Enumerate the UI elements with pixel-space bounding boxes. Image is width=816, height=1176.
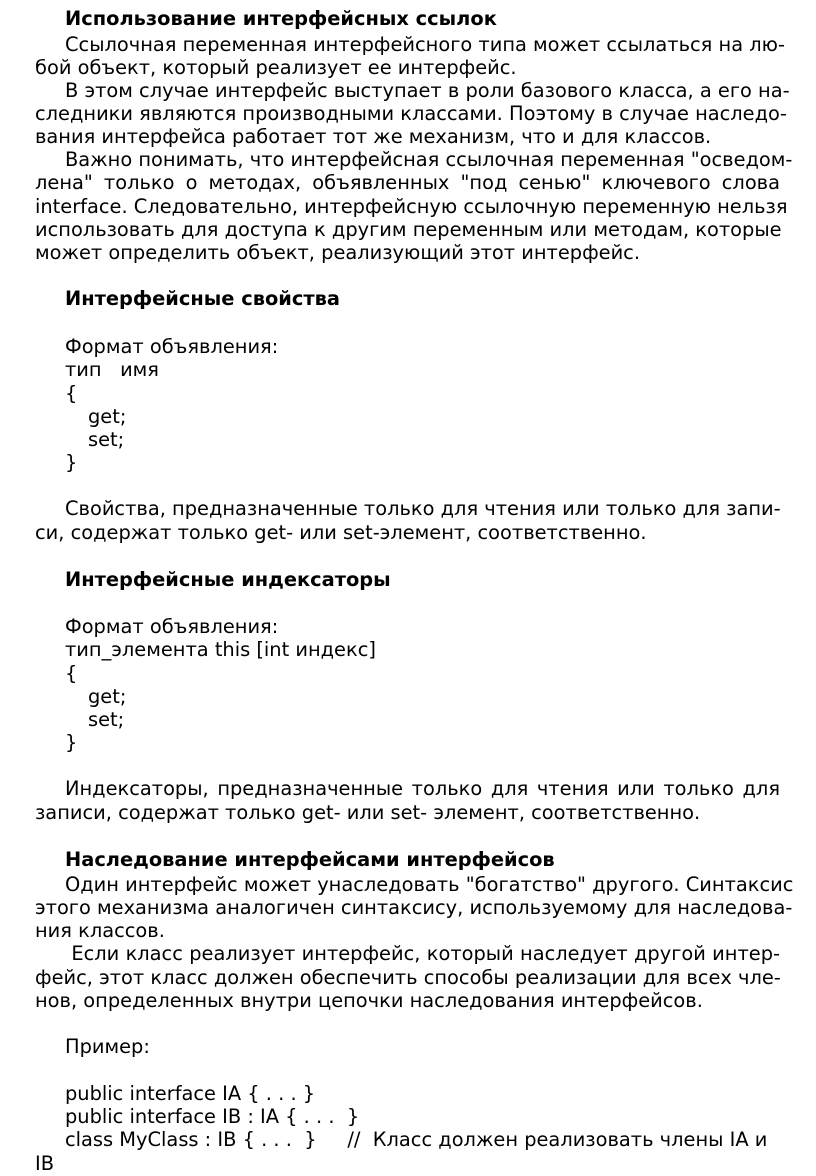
paragraph-line: Один интерфейс может унаследовать "богатство" другого. Синтаксис xyxy=(65,873,794,896)
paragraph-line: Ссылочная переменная интерфейсного типа может ссылаться на лю- xyxy=(65,33,785,56)
code-line: IB xyxy=(35,1152,55,1175)
paragraph-line: может определить объект, реализующий этот интерфейс. xyxy=(35,241,641,264)
paragraph-line: фейс, этот класс должен обеспечить способы реализации для всех чле- xyxy=(35,966,781,989)
example-label: Пример: xyxy=(65,1035,150,1058)
paragraph-line: Индексаторы, предназначенные только для чтения или только для xyxy=(65,777,780,800)
paragraph-line: Если класс реализует интерфейс, который наследует другой интер- xyxy=(65,942,780,965)
code-line: public interface IA { . . . } xyxy=(65,1082,316,1105)
code-line: set; xyxy=(88,708,125,731)
format-label: Формат объявления: xyxy=(65,615,279,638)
code-line: { xyxy=(65,662,78,685)
paragraph-line: бой объект, который реализует ее интерфейс. xyxy=(35,56,517,79)
code-line: тип имя xyxy=(65,358,159,381)
paragraph-line: ния классов. xyxy=(35,919,165,942)
code-line: } xyxy=(65,451,78,474)
paragraph-line: си, содержат только get- или set-элемент, соответственно. xyxy=(35,521,647,544)
paragraph-line: вания интерфейса работает тот же механизм, что и для классов. xyxy=(35,125,712,148)
paragraph-line: записи, содержат только get- или set- элемент, соответственно. xyxy=(35,801,701,824)
format-label: Формат объявления: xyxy=(65,335,279,358)
paragraph-line: Свойства, предназначенные только для чтения или только для запи- xyxy=(65,497,781,520)
section-heading-interface-references: Использование интерфейсных ссылок xyxy=(65,7,497,30)
code-line: set; xyxy=(88,428,125,451)
paragraph-line: следники являются производными классами. Поэтому в случае наследо- xyxy=(35,102,787,125)
paragraph-line: использовать для доступа к другим переменным или методам, которые xyxy=(35,218,782,241)
code-line: { xyxy=(65,382,78,405)
code-line: class MyClass : IB { . . . } // Класс должен реализовать члены IA и xyxy=(65,1128,768,1151)
paragraph-line: Важно понимать, что интерфейсная ссылочная переменная "осведом- xyxy=(65,148,793,171)
code-line: } xyxy=(65,731,78,754)
paragraph-line: нов, определенных внутри цепочки наследования интерфейсов. xyxy=(35,989,703,1012)
code-line: get; xyxy=(88,685,127,708)
code-line: public interface IB : IA { . . . } xyxy=(65,1105,360,1128)
paragraph-line: interface. Следовательно, интерфейсную ссылочную переменную нельзя xyxy=(35,195,788,218)
paragraph-line: этого механизма аналогичен синтаксису, используемому для наследова- xyxy=(35,896,793,919)
section-heading-interface-indexers: Интерфейсные индексаторы xyxy=(65,568,391,591)
code-line: get; xyxy=(88,405,127,428)
paragraph-line: лена" только о методах, объявленных "под сенью" ключевого слова xyxy=(35,171,780,194)
section-heading-interface-inheritance: Наследование интерфейсами интерфейсов xyxy=(65,848,555,871)
paragraph-line: В этом случае интерфейс выступает в роли базового класса, а его на- xyxy=(65,79,790,102)
section-heading-interface-properties: Интерфейсные свойства xyxy=(65,287,340,310)
code-line: тип_элемента this [int индекс] xyxy=(65,638,376,661)
